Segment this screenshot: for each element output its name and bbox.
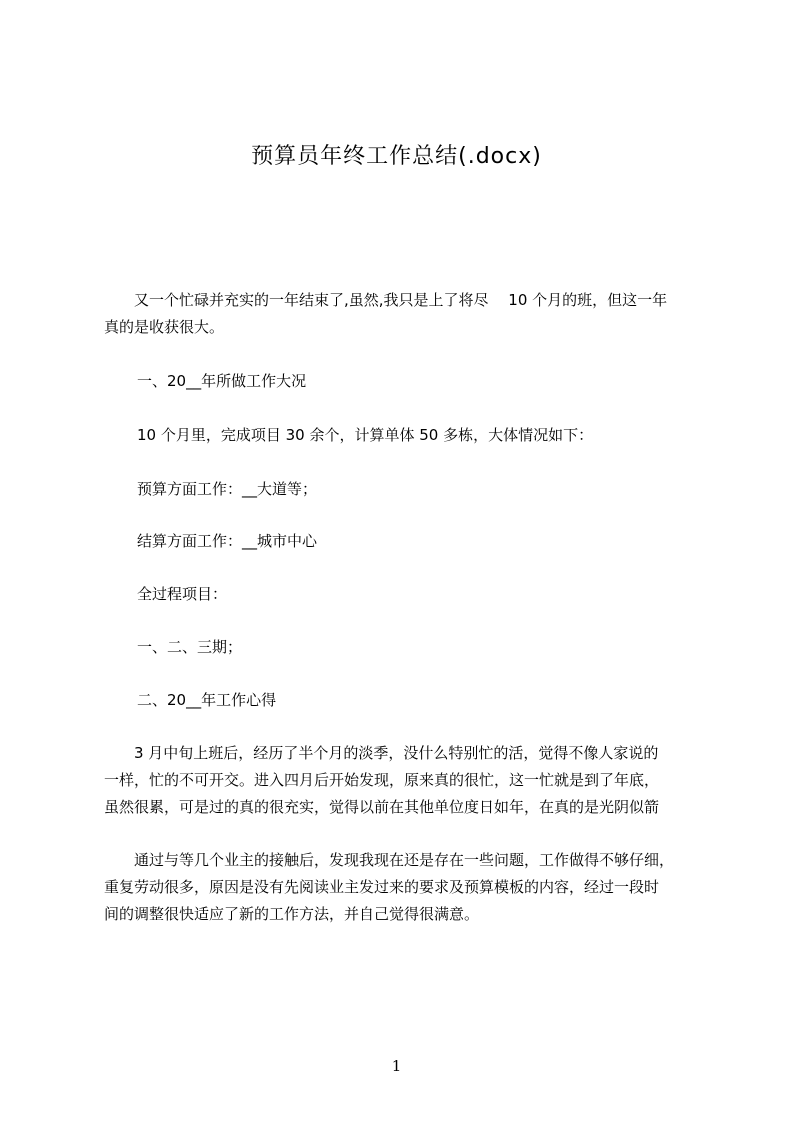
paragraph-budget-work	[137, 476, 743, 503]
text-line: 真的是收获很大。	[104, 318, 225, 336]
paragraph-summary-counts	[137, 422, 743, 449]
page-number: 1	[391, 1057, 402, 1075]
text-line: 一、二、三期；	[137, 638, 243, 656]
text-line: 一样，忙的不可开交。进入四月后开始发现，原来真的很忙，这一忙就是到了年底，	[104, 771, 660, 789]
text-line: 二、20__年工作心得	[137, 691, 277, 709]
document-title: 预算员年终工作总结(.docx)	[251, 144, 542, 169]
paragraph-phases	[137, 634, 743, 661]
paragraph-lessons	[104, 847, 710, 928]
text-line: 又一个忙碌并充实的一年结束了,虽然,我只是上了将尽 10 个月的班，但这一年	[104, 291, 668, 309]
paragraph-full-process-projects	[137, 581, 743, 608]
text-line: 重复劳动很多，原因是没有先阅读业主发过来的要求及预算模板的内容，经过一段时	[104, 878, 660, 896]
text-line: 3 月中旬上班后，经历了半个月的淡季，没什么特别忙的活，觉得不像人家说的	[104, 744, 659, 762]
paragraph-settlement-work	[137, 528, 743, 555]
text-line: 预算方面工作：__大道等；	[137, 480, 318, 498]
text-line: 一、20__年所做工作大况	[137, 372, 307, 390]
paragraph-march-start	[104, 740, 710, 821]
text-line: 结算方面工作：__城市中心	[137, 532, 318, 550]
text-line: 间的调整很快适应了新的工作方法，并自己觉得很满意。	[104, 905, 480, 923]
section-heading-work-overview	[137, 368, 743, 395]
section-heading-work-insights	[137, 687, 743, 714]
paragraph-intro	[104, 287, 710, 341]
text-line: 全过程项目：	[137, 585, 228, 603]
text-line: 10 个月里，完成项目 30 余个，计算单体 50 多栋，大体情况如下：	[137, 426, 594, 444]
text-line: 通过与等几个业主的接触后，发现我现在还是存在一些问题，工作做得不够仔细，	[104, 851, 675, 869]
text-line: 虽然很累，可是过的真的很充实，觉得以前在其他单位度日如年，在真的是光阴似箭	[104, 798, 660, 816]
